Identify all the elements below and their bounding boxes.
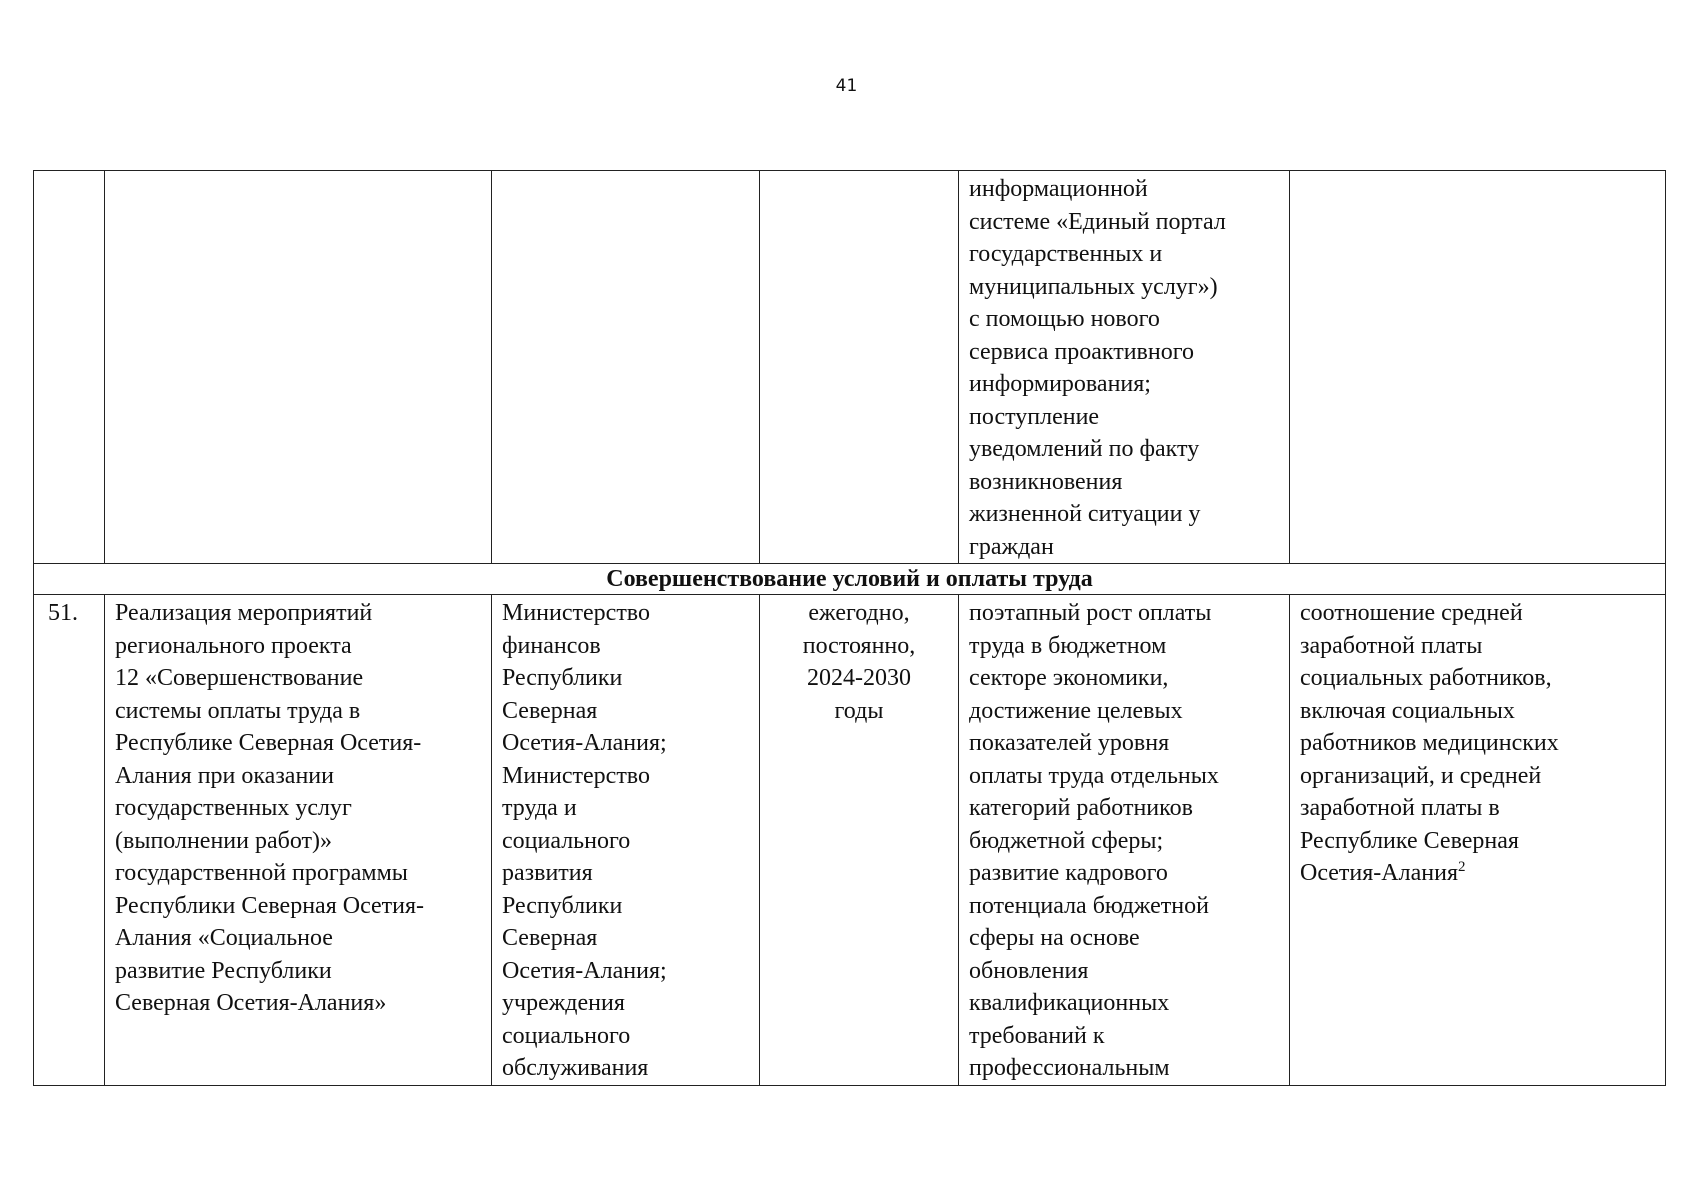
- cell-number: 51.: [34, 595, 105, 1086]
- indicator-text: соотношение средней заработной платы социальных работников, включая социальных работников медицинских организаций, и средней заработной платы в Республике Северная Осетия-Алания: [1300, 600, 1559, 886]
- page-number: 41: [835, 76, 858, 96]
- cell-responsible: [492, 171, 760, 564]
- cell-result: поэтапный рост оплаты труда в бюджетном секторе экономики, достижение целевых показателей уровня оплаты труда отдельных категорий работников бюджетной сферы; развитие кадрового потенциала бюджетной сферы на основе обновления квалификационных требований к профессиональным: [959, 595, 1290, 1086]
- cell-indicator: [1290, 171, 1666, 564]
- cell-result: информационной системе «Единый портал государственных и муниципальных услуг») с помощью нового сервиса проактивного информирования; поступление уведомлений по факту возникновения жизненной ситуации у граждан: [959, 171, 1290, 564]
- cell-measure: Реализация мероприятий регионального проекта 12 «Совершенствование системы оплаты труда в Республике Северная Осетия- Алания при оказании государственных услуг (выполнении работ)» государственной программы Республики Северная Осетия- Алания «Социальное развитие Республики Северная Осетия-Алания»: [105, 595, 492, 1086]
- cell-term: ежегодно, постоянно, 2024-2030 годы: [760, 595, 959, 1086]
- measures-table: [33, 170, 1666, 1086]
- footnote-mark: 2: [1457, 859, 1466, 875]
- table-section-row: [34, 564, 1666, 595]
- table-row-continuation: [34, 171, 1666, 564]
- cell-responsible: Министерство финансов Республики Северная Осетия-Алания; Министерство труда и социального развития Республики Северная Осетия-Алания; учреждения социального обслуживания: [492, 595, 760, 1086]
- table-row-51: [34, 595, 1666, 1086]
- cell-number: [34, 171, 105, 564]
- section-heading: Совершенствование условий и оплаты труда: [34, 564, 1666, 595]
- cell-indicator: [1290, 595, 1666, 1086]
- cell-measure: [105, 171, 492, 564]
- cell-term: [760, 171, 959, 564]
